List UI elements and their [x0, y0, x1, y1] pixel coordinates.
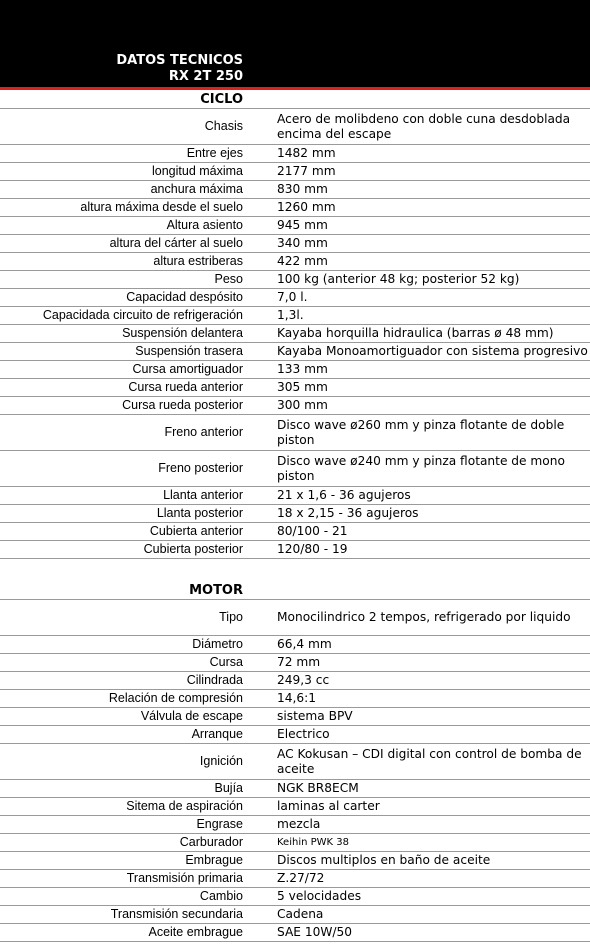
row-value: Acero de molibdeno con doble cuna desdoblada encima del escape [277, 109, 590, 145]
row-value: 249,3 cc [277, 672, 590, 690]
row-label: Cursa rueda posterior [0, 397, 243, 415]
row-value: 72 mm [277, 654, 590, 672]
row-value: 422 mm [277, 253, 590, 271]
row-value: sistema BPV [277, 708, 590, 726]
row-value: AC Kokusan – CDI digital con control de bomba de aceite [277, 744, 590, 780]
table-row [0, 217, 590, 235]
row-value: 5 velocidades [277, 888, 590, 906]
row-label: Válvula de escape [0, 708, 243, 726]
row-value: mezcla [277, 816, 590, 834]
row-label: Llanta posterior [0, 505, 243, 523]
header-banner [0, 0, 590, 87]
row-label: Capacidada circuito de refrigeración [0, 307, 243, 325]
motor-table [0, 599, 590, 942]
table-row [0, 199, 590, 217]
row-value: 340 mm [277, 235, 590, 253]
row-value: Keihin PWK 38 [277, 834, 590, 852]
row-label: altura del cárter al suelo [0, 235, 243, 253]
row-label: Carburador [0, 834, 243, 852]
header-model: RX 2T 250 [168, 69, 243, 84]
table-row [0, 924, 590, 942]
row-value: 1,3l. [277, 307, 590, 325]
row-label: Entre ejes [0, 145, 243, 163]
row-value: 7,0 l. [277, 289, 590, 307]
row-label: Cursa rueda anterior [0, 379, 243, 397]
table-row [0, 109, 590, 145]
row-label: Bujía [0, 780, 243, 798]
table-row [0, 163, 590, 181]
row-value: 305 mm [277, 379, 590, 397]
row-label: Transmisión secundaria [0, 906, 243, 924]
row-label: Embrague [0, 852, 243, 870]
row-label: longitud máxima [0, 163, 243, 181]
row-label: Cubierta posterior [0, 541, 243, 559]
table-row [0, 816, 590, 834]
row-value: Discos multiplos en baño de aceite [277, 852, 590, 870]
row-value: 1482 mm [277, 145, 590, 163]
row-label: Cilindrada [0, 672, 243, 690]
table-row [0, 744, 590, 780]
header-accent-line [0, 87, 590, 90]
row-value: Cadena [277, 906, 590, 924]
row-label: Cursa amortiguador [0, 361, 243, 379]
table-row [0, 600, 590, 636]
table-row [0, 451, 590, 487]
table-row [0, 690, 590, 708]
table-row [0, 181, 590, 199]
row-value: 120/80 - 19 [277, 541, 590, 559]
row-label: Cubierta anterior [0, 523, 243, 541]
table-row [0, 505, 590, 523]
table-row [0, 145, 590, 163]
row-value: 1260 mm [277, 199, 590, 217]
row-value: 830 mm [277, 181, 590, 199]
row-label: altura estriberas [0, 253, 243, 271]
table-row [0, 253, 590, 271]
row-value: Disco wave ø240 mm y pinza flotante de mono piston [277, 451, 590, 487]
table-row [0, 235, 590, 253]
row-label: Ignición [0, 744, 243, 780]
row-label: Engrase [0, 816, 243, 834]
row-value: 18 x 2,15 - 36 agujeros [277, 505, 590, 523]
row-value: Monocilindrico 2 tempos, refrigerado por liquido [277, 600, 590, 636]
row-value: NGK BR8ECM [277, 780, 590, 798]
table-row [0, 361, 590, 379]
row-value: 100 kg (anterior 48 kg; posterior 52 kg) [277, 271, 590, 289]
row-label: Freno posterior [0, 451, 243, 487]
table-row [0, 798, 590, 816]
table-row [0, 870, 590, 888]
row-label: Altura asiento [0, 217, 243, 235]
table-row [0, 271, 590, 289]
row-value: Z.27/72 [277, 870, 590, 888]
row-value: laminas al carter [277, 798, 590, 816]
row-value: 2177 mm [277, 163, 590, 181]
row-label: Chasis [0, 109, 243, 145]
table-row [0, 726, 590, 744]
table-row [0, 289, 590, 307]
table-row [0, 541, 590, 559]
header-title: DATOS TECNICOS [116, 53, 243, 68]
table-row [0, 307, 590, 325]
row-label: Arranque [0, 726, 243, 744]
row-label: Freno anterior [0, 415, 243, 451]
row-label: Tipo [0, 600, 243, 636]
row-label: Capacidad despósito [0, 289, 243, 307]
row-value: 945 mm [277, 217, 590, 235]
row-value: 133 mm [277, 361, 590, 379]
section-title-motor: MOTOR [189, 583, 243, 598]
row-label: Aceite embrague [0, 924, 243, 942]
table-row [0, 415, 590, 451]
table-row [0, 834, 590, 852]
row-value: 300 mm [277, 397, 590, 415]
table-row [0, 654, 590, 672]
row-label: Suspensión trasera [0, 343, 243, 361]
table-row [0, 523, 590, 541]
row-label: Cambio [0, 888, 243, 906]
row-value: Electrico [277, 726, 590, 744]
row-label: Transmisión primaria [0, 870, 243, 888]
row-value: 66,4 mm [277, 636, 590, 654]
table-row [0, 487, 590, 505]
row-value: 21 x 1,6 - 36 agujeros [277, 487, 590, 505]
table-row [0, 708, 590, 726]
row-label: Llanta anterior [0, 487, 243, 505]
row-label: Sitema de aspiración [0, 798, 243, 816]
row-label: altura máxima desde el suelo [0, 199, 243, 217]
table-row [0, 906, 590, 924]
row-label: Relación de compresión [0, 690, 243, 708]
row-value: 80/100 - 21 [277, 523, 590, 541]
table-row [0, 636, 590, 654]
row-label: Cursa [0, 654, 243, 672]
table-row [0, 888, 590, 906]
row-value: Kayaba Monoamortiguador con sistema progresivo [277, 343, 590, 361]
table-row [0, 325, 590, 343]
ciclo-table [0, 108, 590, 559]
table-row [0, 852, 590, 870]
table-row [0, 397, 590, 415]
row-value: Disco wave ø260 mm y pinza flotante de doble piston [277, 415, 590, 451]
row-label: Diámetro [0, 636, 243, 654]
table-row [0, 379, 590, 397]
table-row [0, 672, 590, 690]
row-label: Peso [0, 271, 243, 289]
row-value: 14,6:1 [277, 690, 590, 708]
table-row [0, 343, 590, 361]
row-label: Suspensión delantera [0, 325, 243, 343]
section-title-ciclo: CICLO [200, 92, 243, 107]
row-value: Kayaba horquilla hidraulica (barras ø 48 mm) [277, 325, 590, 343]
row-label: anchura máxima [0, 181, 243, 199]
row-value: SAE 10W/50 [277, 924, 590, 942]
table-row [0, 780, 590, 798]
